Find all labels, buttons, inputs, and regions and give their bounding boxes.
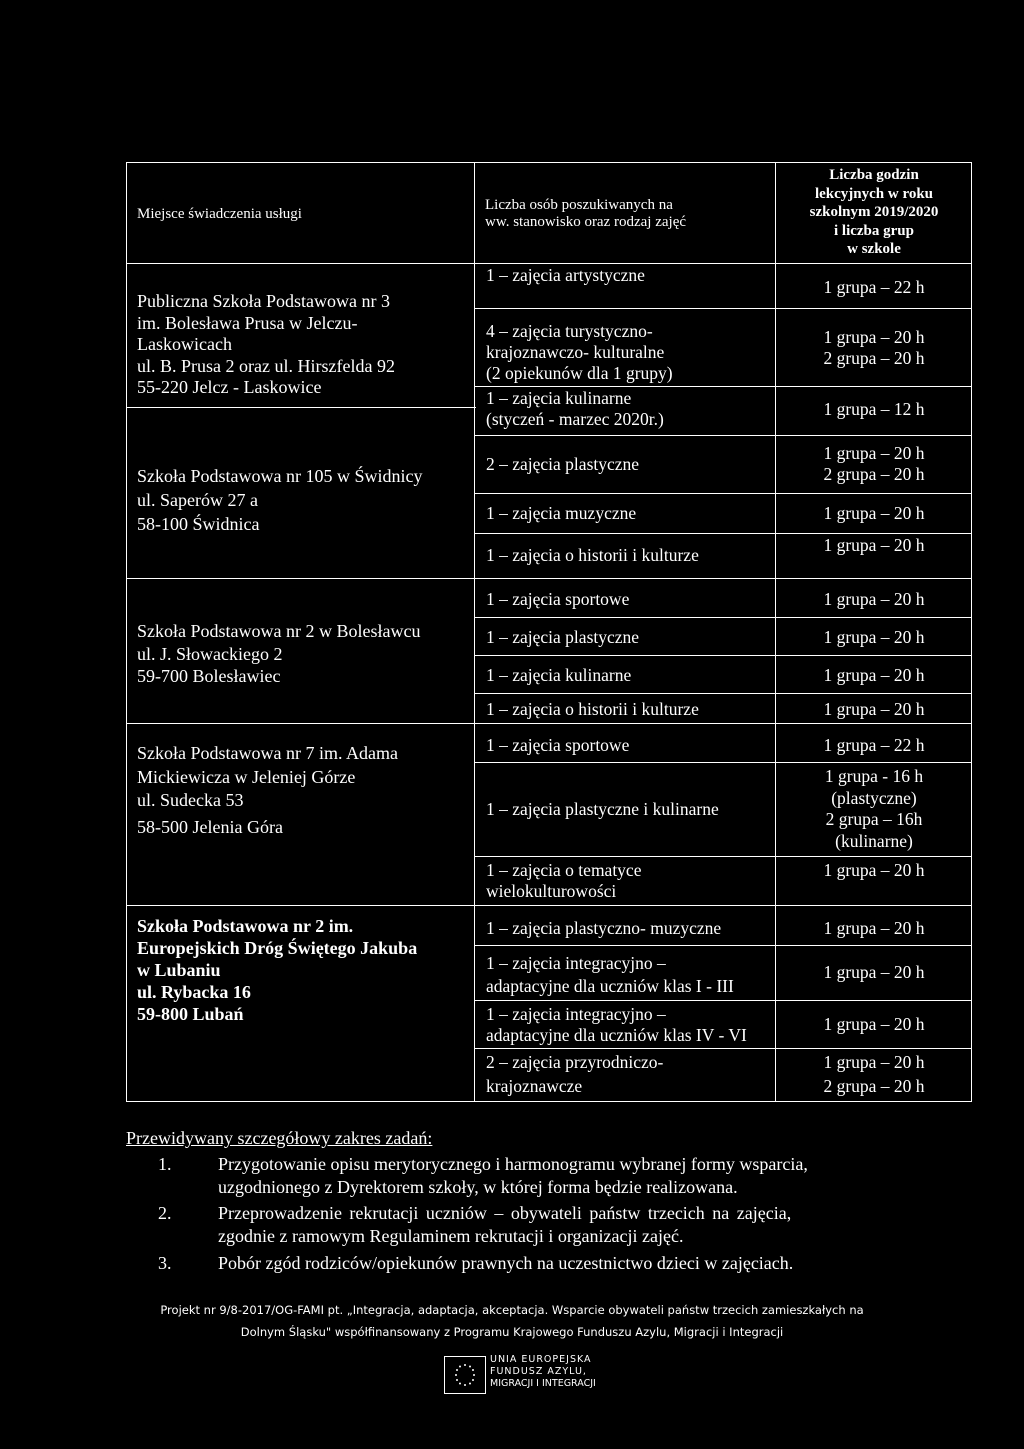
hours-line: (plastyczne) bbox=[831, 787, 917, 808]
activity-line: krajoznawcze bbox=[486, 1076, 583, 1096]
eu-flag-icon bbox=[444, 1356, 486, 1394]
school-line: ul. B. Prusa 2 oraz ul. Hirszfelda 92 bbox=[137, 355, 395, 376]
scope-item-line: Przeprowadzenie rekrutacji uczniów – obywateli państw trzecich na zajęcia, bbox=[218, 1203, 792, 1223]
hours-line: 1 grupa – 20 h bbox=[823, 665, 925, 685]
activity-line: 1 – zajęcia sportowe bbox=[486, 735, 630, 755]
header-hours bbox=[776, 166, 972, 259]
header-hours-line: w szkole bbox=[847, 241, 901, 257]
hours-line: 1 grupa – 20 h bbox=[823, 962, 925, 982]
school-line: Szkoła Podstawowa nr 2 im. bbox=[137, 916, 354, 936]
activity-cell bbox=[486, 735, 629, 756]
hours-line: 1 grupa – 20 h bbox=[823, 327, 925, 347]
activity-cell bbox=[486, 860, 641, 902]
scope-item-line: Przygotowanie opisu merytorycznego i harmonogramu wybranej formy wsparcia, bbox=[218, 1154, 808, 1174]
header-hours-line: Liczba godzin bbox=[829, 167, 919, 183]
activity-cell bbox=[486, 265, 645, 286]
hours-cell bbox=[776, 699, 972, 720]
activity-line: 2 – zajęcia plastyczne bbox=[486, 454, 640, 474]
hours-cell bbox=[776, 860, 972, 881]
logo-line: MIGRACJI I INTEGRACJI bbox=[490, 1378, 596, 1389]
school-line: ul. Sudecka 53 bbox=[137, 790, 244, 810]
hours-cell bbox=[776, 665, 972, 686]
activity-cell bbox=[486, 454, 639, 475]
activity-line: 1 – zajęcia plastyczno- muzyczne bbox=[486, 918, 722, 938]
header-persons-line: ww. stanowisko oraz rodzaj zajęć bbox=[485, 214, 687, 230]
header-hours-line: lekcyjnych w roku bbox=[814, 185, 934, 202]
school-line: Szkoła Podstawowa nr 105 w Świdnicy bbox=[137, 466, 423, 486]
school-line: Publiczna Szkoła Podstawowa nr 3 bbox=[137, 291, 390, 311]
activity-cell bbox=[486, 952, 734, 998]
activity-cell bbox=[486, 388, 664, 430]
activity-line: adaptacyjne dla uczniów klas IV - VI bbox=[486, 1025, 747, 1045]
hours-line: 1 grupa – 20 h bbox=[823, 503, 925, 523]
hours-line: 1 grupa – 22 h bbox=[823, 735, 925, 755]
activity-line: 1 – zajęcia sportowe bbox=[486, 589, 630, 609]
hours-line: 2 grupa – 20 h bbox=[823, 1076, 925, 1096]
footer-line: Dolnym Śląsku" współfinansowany z Programu Krajowego Funduszu Azylu, Migracji i Integracji bbox=[240, 1325, 784, 1339]
school-line: ul. J. Słowackiego 2 bbox=[137, 643, 283, 664]
activity-line: (styczeń - marzec 2020r.) bbox=[486, 409, 664, 429]
eu-fund-logo-text bbox=[490, 1354, 596, 1390]
hours-line: 2 grupa – 20 h bbox=[823, 348, 925, 368]
activity-cell bbox=[486, 699, 699, 720]
hours-line: 1 grupa – 20 h bbox=[823, 443, 925, 463]
activity-line: 1 – zajęcia o tematyce bbox=[486, 860, 642, 880]
school-line: 59-700 Bolesławiec bbox=[137, 666, 281, 686]
hours-cell bbox=[776, 627, 972, 648]
scope-item-line: zgodnie z ramowym Regulaminem rekrutacji i organizacji zajęć. bbox=[218, 1226, 684, 1246]
header-hours-line: szkolnym 2019/2020 bbox=[809, 204, 939, 220]
activity-cell bbox=[486, 1004, 747, 1046]
school-line: Laskowicach bbox=[137, 334, 232, 354]
scope-title: Przewidywany szczegółowy zakres zadań: bbox=[126, 1128, 433, 1148]
activity-cell bbox=[486, 589, 629, 610]
hours-line: 1 grupa – 12 h bbox=[823, 399, 925, 419]
activity-line: 1 – zajęcia o historii i kulturze bbox=[486, 545, 699, 565]
hours-cell bbox=[776, 535, 972, 556]
hours-cell bbox=[776, 918, 972, 939]
school-line: 58-100 Świdnica bbox=[137, 514, 260, 534]
hours-line: 1 grupa – 20 h bbox=[823, 699, 925, 719]
hours-cell bbox=[776, 277, 972, 298]
hours-line: 1 grupa – 20 h bbox=[823, 860, 925, 880]
activity-line: 1 – zajęcia plastyczne bbox=[486, 627, 640, 647]
scope-item-num: 3. bbox=[158, 1253, 172, 1273]
school-luban bbox=[137, 915, 417, 1025]
school-line: 55-220 Jelcz - Laskowice bbox=[137, 377, 322, 397]
activity-line: krajoznawczo- kulturalne bbox=[486, 342, 665, 362]
school-line: im. Bolesława Prusa w Jelczu- bbox=[137, 312, 358, 333]
school-line: 59-800 Lubań bbox=[137, 1004, 244, 1024]
school-line: Mickiewicza w Jeleniej Górze bbox=[137, 766, 356, 787]
school-swidnica bbox=[137, 464, 422, 536]
hours-line: 1 grupa – 20 h bbox=[823, 1014, 925, 1034]
logo-line: UNIA EUROPEJSKA bbox=[490, 1354, 592, 1365]
activity-line: 1 – zajęcia muzyczne bbox=[486, 503, 637, 523]
hours-line: 2 grupa – 20 h bbox=[823, 464, 925, 484]
hours-cell bbox=[776, 735, 972, 756]
hours-line: 1 grupa – 20 h bbox=[823, 535, 925, 555]
hours-cell bbox=[776, 399, 972, 420]
school-line: w Lubaniu bbox=[137, 960, 221, 980]
activity-line: wielokulturowości bbox=[486, 881, 617, 901]
project-footer bbox=[0, 1299, 1024, 1343]
hours-cell bbox=[776, 443, 972, 485]
school-line: Europejskich Dróg Świętego Jakuba bbox=[137, 938, 418, 958]
school-line: Szkoła Podstawowa nr 7 im. Adama bbox=[137, 743, 398, 763]
scope-item-num: 1. bbox=[158, 1154, 172, 1174]
hours-cell bbox=[776, 766, 972, 852]
activity-line: adaptacyjne dla uczniów klas I - III bbox=[486, 976, 734, 996]
hours-line: 1 grupa – 20 h bbox=[823, 627, 925, 647]
school-line: ul. Rybacka 16 bbox=[137, 982, 251, 1002]
hours-line: 1 grupa – 20 h bbox=[823, 589, 925, 609]
school-line: ul. Saperów 27 a bbox=[137, 490, 258, 510]
hours-cell bbox=[776, 327, 972, 369]
activity-line: 1 – zajęcia kulinarne bbox=[486, 388, 632, 408]
hours-cell bbox=[776, 1050, 972, 1098]
header-persons-line: Liczba osób poszukiwanych na bbox=[485, 197, 673, 213]
activity-line: 1 – zajęcia integracyjno – bbox=[486, 953, 666, 973]
hours-line: (kulinarne) bbox=[835, 830, 913, 851]
activity-line: 1 – zajęcia plastyczne i kulinarne bbox=[486, 799, 719, 819]
hours-line: 1 grupa – 20 h bbox=[823, 918, 925, 938]
header-hours-line: i liczba grup bbox=[833, 222, 914, 239]
scope-item-line: uzgodnionego z Dyrektorem szkoły, w której forma będzie realizowana. bbox=[218, 1177, 738, 1197]
activity-line: 4 – zajęcia turystyczno- bbox=[486, 321, 653, 341]
hours-line: 1 grupa – 22 h bbox=[823, 277, 925, 297]
activity-cell bbox=[486, 627, 639, 648]
school-line: Szkoła Podstawowa nr 2 w Bolesławcu bbox=[137, 621, 421, 641]
activity-cell bbox=[486, 799, 719, 820]
school-line: 58-500 Jelenia Góra bbox=[137, 816, 283, 837]
activity-cell bbox=[486, 545, 699, 566]
hours-cell bbox=[776, 1014, 972, 1035]
activity-line: 2 – zajęcia przyrodniczo- bbox=[486, 1052, 664, 1072]
activity-line: 1 – zajęcia integracyjno – bbox=[486, 1004, 666, 1024]
activity-cell bbox=[486, 918, 721, 939]
logo-line: FUNDUSZ AZYLU, bbox=[490, 1366, 587, 1377]
activity-line: (2 opiekunów dla 1 grupy) bbox=[486, 363, 673, 383]
header-place: Miejsce świadczenia usługi bbox=[137, 206, 302, 222]
activity-cell bbox=[486, 321, 673, 384]
activity-cell bbox=[486, 1050, 663, 1098]
scope-item-num: 2. bbox=[158, 1203, 172, 1223]
footer-line: Projekt nr 9/8-2017/OG-FAMI pt. „Integracja, adaptacja, akceptacja. Wsparcie obywateli państw trzecich zamieszkałych na bbox=[160, 1303, 864, 1317]
activity-line: 1 – zajęcia kulinarne bbox=[486, 665, 632, 685]
hours-cell bbox=[776, 503, 972, 524]
activity-cell bbox=[486, 665, 631, 686]
activity-line: 1 – zajęcia o historii i kulturze bbox=[486, 699, 699, 719]
hours-line: 2 grupa – 16h bbox=[825, 809, 923, 829]
activity-cell bbox=[486, 503, 636, 524]
hours-cell bbox=[776, 589, 972, 610]
hours-line: 1 grupa – 20 h bbox=[823, 1052, 925, 1072]
school-jelcz bbox=[137, 291, 395, 399]
school-jelenia-gora bbox=[137, 742, 398, 839]
school-boleslawiec bbox=[137, 620, 420, 688]
hours-line: 1 grupa - 16 h bbox=[824, 766, 924, 786]
hours-cell bbox=[776, 962, 972, 983]
header-persons bbox=[485, 197, 686, 231]
scope-item-line: Pobór zgód rodziców/opiekunów prawnych na uczestnictwo dzieci w zajęciach. bbox=[218, 1253, 794, 1273]
activity-line: 1 – zajęcia artystyczne bbox=[486, 265, 645, 285]
